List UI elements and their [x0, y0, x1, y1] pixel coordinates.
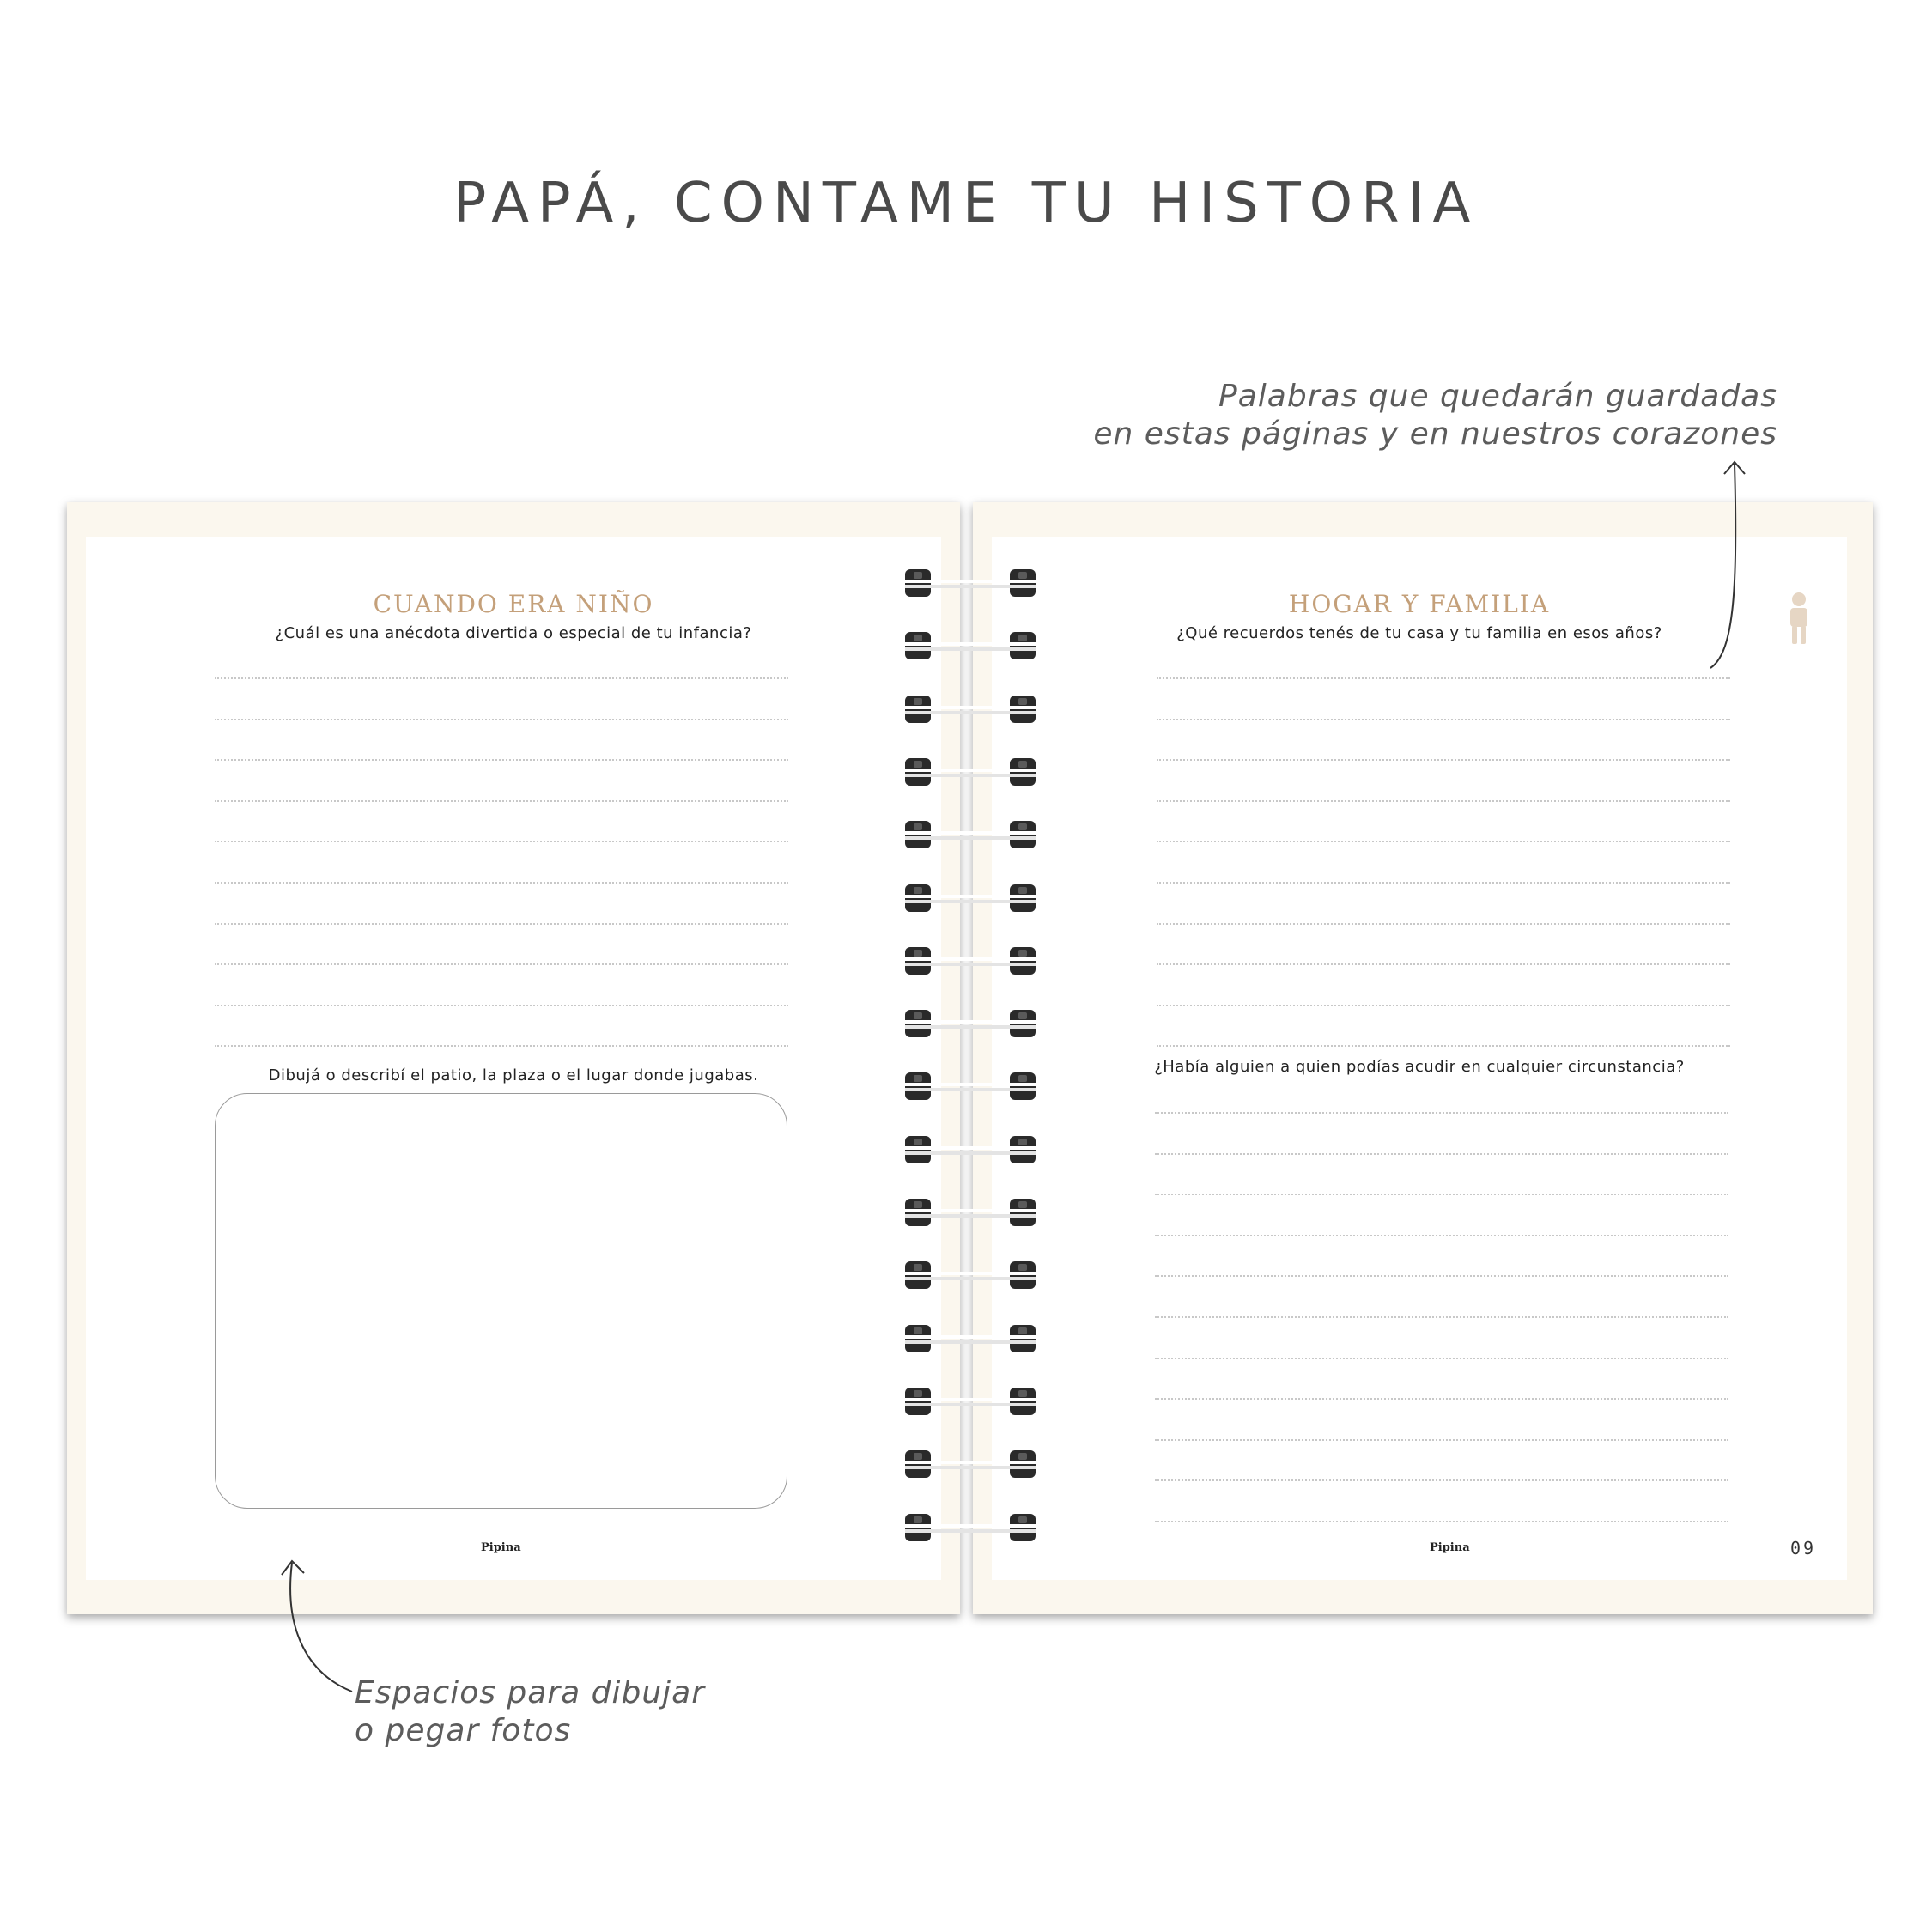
spiral-ring: [893, 629, 1048, 664]
left-answer-lines: [215, 537, 788, 545]
answer-line[interactable]: [1155, 1153, 1728, 1155]
spiral-ring: [893, 1259, 1048, 1293]
answer-line[interactable]: [1157, 1045, 1730, 1047]
answer-line[interactable]: [1157, 800, 1730, 802]
answer-line[interactable]: [1157, 1005, 1730, 1006]
right-question-2: ¿Había alguien a quien podías acudir en cualquier circunstancia?: [1154, 1058, 1685, 1076]
footer-brand: Pipina: [481, 1541, 521, 1554]
annotation-line: o pegar fotos: [355, 1713, 572, 1748]
spiral-ring: [893, 1385, 1048, 1419]
answer-line[interactable]: [1157, 677, 1730, 679]
spiral-ring: [893, 567, 1048, 601]
answer-line[interactable]: [1155, 1112, 1728, 1114]
spiral-ring: [893, 1133, 1048, 1168]
answer-line[interactable]: [1155, 1235, 1728, 1236]
answer-line[interactable]: [215, 677, 788, 679]
spiral-binding: [893, 567, 1048, 1563]
spiral-ring: [893, 945, 1048, 979]
left-section-title: CUANDO ERA NIÑO: [373, 590, 654, 618]
answer-line[interactable]: [215, 841, 788, 842]
left-question-1: ¿Cuál es una anécdota divertida o especial de tu infancia?: [275, 624, 752, 642]
right-section-title: HOGAR Y FAMILIA: [1288, 590, 1551, 618]
annotation-line: Espacios para dibujar: [355, 1675, 706, 1710]
footer-brand: Pipina: [1430, 1541, 1470, 1554]
drawing-area[interactable]: [215, 1093, 787, 1509]
annotation-top-right: [1093, 378, 1777, 453]
spiral-ring: [893, 882, 1048, 916]
annotation-line: Palabras que quedarán guardadas: [1218, 379, 1777, 414]
spiral-ring: [893, 1511, 1048, 1546]
answer-line[interactable]: [1155, 1275, 1728, 1277]
answer-line[interactable]: [1155, 1398, 1728, 1400]
left-question-2: Dibujá o describí el patio, la plaza o el lugar donde jugabas.: [268, 1066, 759, 1084]
answer-line[interactable]: [215, 1005, 788, 1006]
answer-line[interactable]: [1157, 882, 1730, 884]
answer-line[interactable]: [1155, 1521, 1728, 1522]
answer-line[interactable]: [1155, 1479, 1728, 1481]
page-title: PAPÁ, CONTAME TU HISTORIA: [453, 172, 1479, 235]
answer-line[interactable]: [1157, 963, 1730, 965]
spiral-ring: [893, 1322, 1048, 1357]
answer-line[interactable]: [1155, 1194, 1728, 1195]
answer-line[interactable]: [1157, 841, 1730, 842]
spiral-ring: [893, 1196, 1048, 1230]
answer-line[interactable]: [215, 923, 788, 925]
page-number: 09: [1790, 1538, 1817, 1558]
answer-line[interactable]: [215, 882, 788, 884]
annotation-line: en estas páginas y en nuestros corazones: [1093, 416, 1777, 452]
answer-line[interactable]: [1157, 923, 1730, 925]
answer-line[interactable]: [215, 963, 788, 965]
right-answer-lines-2: [1155, 537, 1728, 545]
child-figure-icon: [1786, 592, 1812, 645]
answer-line[interactable]: [215, 719, 788, 720]
left-page-sheet: [86, 537, 941, 1580]
answer-line[interactable]: [1157, 719, 1730, 720]
spiral-ring: [893, 1007, 1048, 1042]
arrow-up-icon: [1700, 455, 1752, 678]
spiral-ring: [893, 693, 1048, 727]
spiral-ring: [893, 756, 1048, 790]
answer-line[interactable]: [215, 759, 788, 761]
answer-line[interactable]: [215, 1045, 788, 1047]
right-question-1: ¿Qué recuerdos tenés de tu casa y tu familia en esos años?: [1176, 624, 1662, 642]
right-page-sheet: [992, 537, 1847, 1580]
answer-line[interactable]: [1155, 1439, 1728, 1441]
spiral-ring: [893, 818, 1048, 853]
spiral-ring: [893, 1070, 1048, 1104]
answer-line[interactable]: [1157, 759, 1730, 761]
answer-line[interactable]: [1155, 1358, 1728, 1359]
left-page: [67, 502, 960, 1614]
arrow-up-icon: [275, 1554, 361, 1700]
spiral-ring: [893, 1448, 1048, 1482]
answer-line[interactable]: [1155, 1316, 1728, 1318]
answer-line[interactable]: [215, 800, 788, 802]
annotation-bottom-left: [355, 1674, 705, 1750]
